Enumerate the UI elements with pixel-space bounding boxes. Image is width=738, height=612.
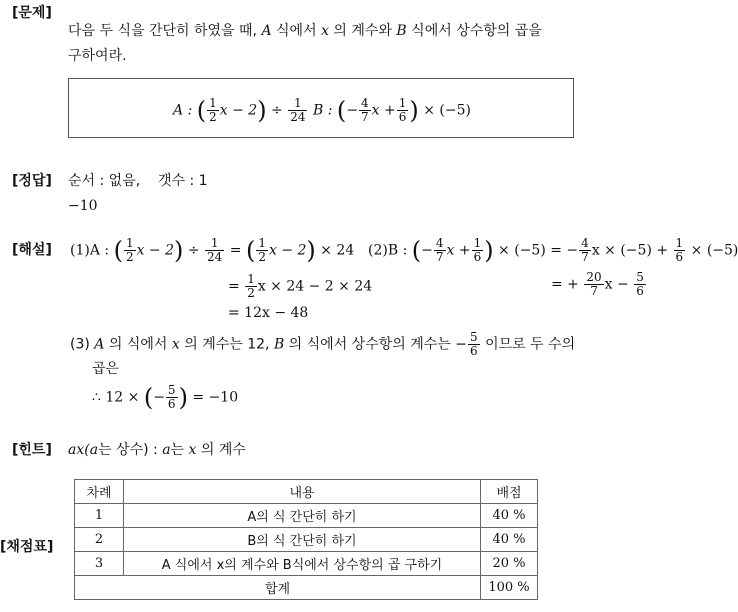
problem-expression-box [68, 78, 574, 138]
rubric-total-row [75, 576, 538, 600]
header-score: 배점 [481, 480, 538, 504]
solution-part-3-line-1: (3) A 의 식에서 x 의 계수는 12, B 의 식에서 상수항의 계수는 − $\frac{5}{6}$ 이므로 두 수의 [70, 330, 576, 358]
solution-part-1-line-3: = 12x − 48 [228, 305, 309, 321]
solution-part-3-line-2: 곱은 [92, 361, 120, 377]
row-number: 1 [75, 504, 124, 528]
hint-label: [힌트] [12, 442, 52, 458]
rubric-header-row [75, 480, 538, 504]
row-score: 20 % [481, 552, 538, 576]
solution-part-2-line-1: (2)B : (− $\frac{4}{7}$ x + $\frac{1}{6}$ ) × (−5) = − $\frac{4}{7}$ x × (−5) + $\frac{1}{6}$ × (−5) [368, 236, 738, 265]
row-number: 2 [75, 528, 124, 552]
total-score: 100 % [481, 576, 538, 600]
row-number: 3 [75, 552, 124, 576]
row-content: B의 식 간단히 하기 [124, 528, 481, 552]
solution-part-1-line-2: = $\frac{1}{2}$ x × 24 − 2 × 24 [228, 272, 373, 300]
row-content: A 식에서 x의 계수와 B식에서 상수항의 곱 구하기 [124, 552, 481, 576]
expression-B: B : (− $\frac{4}{7}$ x + $\frac{1}{6}$ ) × (−5) [313, 96, 471, 125]
problem-label: [문제] [12, 5, 52, 21]
answer-label: [정답] [12, 173, 52, 189]
table-row [75, 552, 538, 576]
total-label: 합계 [75, 576, 481, 600]
rubric-label: [채점표] [0, 539, 54, 555]
expression-A: A : ( $\frac{1}{2}$ x − 2) ÷ $\frac{1}{24}$ [173, 96, 306, 125]
table-row [75, 504, 538, 528]
answer-order: 순서 : 없음, [68, 173, 141, 189]
row-score: 40 % [481, 528, 538, 552]
answer-count: 갯수 : 1 [158, 173, 208, 189]
solution-part-3-line-3: ∴ 12 × (− $\frac{5}{6}$ ) = −10 [92, 383, 239, 412]
answer-value: −10 [68, 198, 98, 214]
hint-text: ax(a는 상수) : a는 x 의 계수 [68, 442, 246, 458]
header-content: 내용 [124, 480, 481, 504]
problem-line-2: 구하여라. [68, 48, 127, 64]
solution-label: [해설] [12, 242, 52, 258]
header-order: 차례 [75, 480, 124, 504]
solution-part-1-line-1: (1)A : ( $\frac{1}{2}$ x − 2) ÷ $\frac{1}{24}$ = ( $\frac{1}{2}$ x − 2) × 24 [70, 236, 355, 265]
rubric-table [74, 479, 538, 600]
problem-line-1: 다음 두 식을 간단히 하였을 때, A 식에서 x 의 계수와 B 식에서 상수항의 곱을 [68, 23, 542, 39]
table-row [75, 528, 538, 552]
row-content: A의 식 간단히 하기 [124, 504, 481, 528]
solution-part-2-line-2: = + $\frac{20}{7}$ x − $\frac{5}{6}$ [551, 270, 644, 298]
row-score: 40 % [481, 504, 538, 528]
